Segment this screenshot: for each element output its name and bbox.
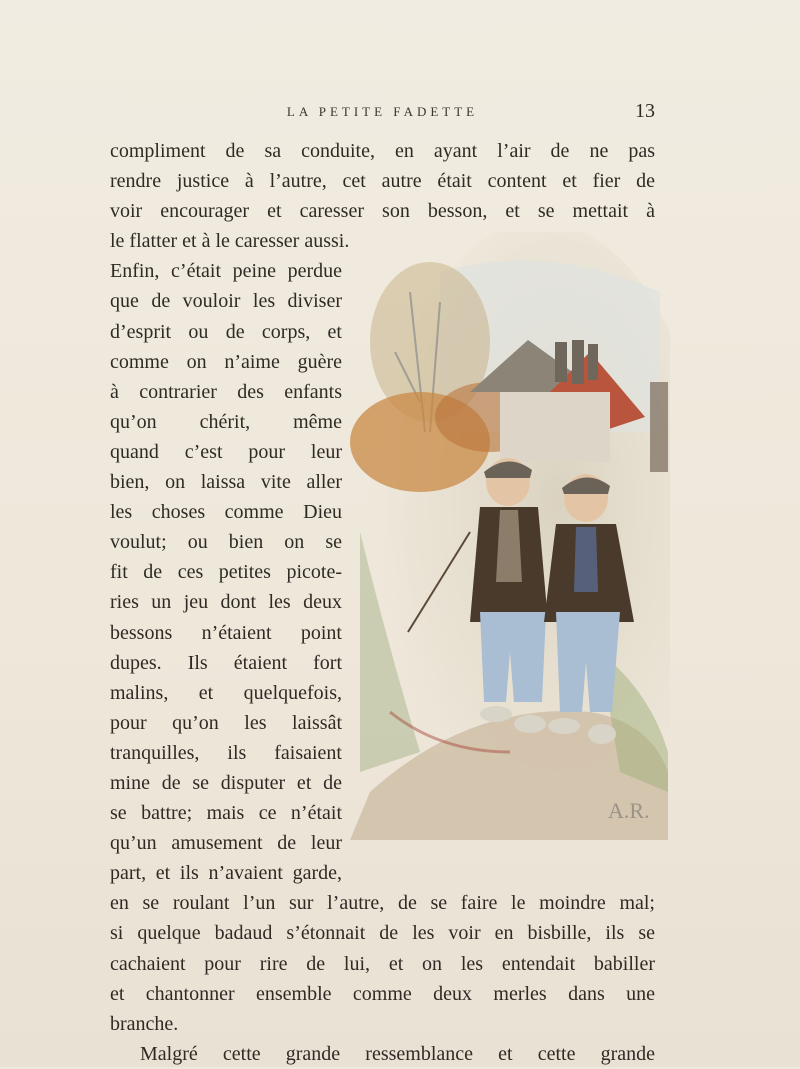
text-line: que de vouloir les diviser xyxy=(110,290,342,313)
body-text xyxy=(110,136,655,1069)
text-line: et chantonner ensemble comme deux merles dans une xyxy=(110,982,655,1005)
text-line: se battre; mais ce n’était xyxy=(110,802,342,825)
text-line: fit de ces petites picote- xyxy=(110,561,342,584)
text-line: Malgré cette grande ressemblance et cette grande xyxy=(140,1042,655,1065)
text-line: voulut; ou bien on se xyxy=(110,531,342,554)
text-line: tranquilles, ils faisaient xyxy=(110,741,342,764)
page-header xyxy=(110,100,655,130)
running-title: LA PETITE FADETTE xyxy=(286,104,479,119)
text-line: part, et ils n’avaient garde, xyxy=(110,862,342,885)
text-line: voir encourager et caresser son besson, et se mettait à xyxy=(110,200,655,223)
text-line: en se roulant l’un sur l’autre, de se faire le moindre mal; xyxy=(110,892,655,915)
text-line: compliment de sa conduite, en ayant l’air de ne pas xyxy=(110,140,655,162)
text-line: bien, on laissa vite aller xyxy=(110,471,342,494)
text-line: pour qu’on les laissât xyxy=(110,711,342,734)
page-number: 13 xyxy=(635,100,655,122)
text-line: qu’un amusement de leur xyxy=(110,832,342,855)
text-line: quand c’est pour leur xyxy=(110,440,342,463)
text-line: branche. xyxy=(110,1012,179,1035)
text-line: malins, et quelquefois, xyxy=(110,681,342,704)
text-line: mine de se disputer et de xyxy=(110,771,342,794)
text-line: qu’on chérit, même xyxy=(110,410,342,433)
text-line: si quelque badaud s’étonnait de les voir en bisbille, ils se xyxy=(110,922,655,945)
text-line: dupes. Ils étaient fort xyxy=(110,651,342,674)
text-line: le flatter et à le caresser aussi. xyxy=(110,230,350,253)
text-line: rendre justice à l’autre, cet autre était content et fier de xyxy=(110,170,655,193)
text-line: comme on n’aime guère xyxy=(110,350,342,373)
text-line: les choses comme Dieu xyxy=(110,501,342,524)
text-line: cachaient pour rire de lui, et on les entendait babiller xyxy=(110,952,655,975)
text-line: à contrarier des enfants xyxy=(110,380,342,403)
illustrator-signature: A.R. xyxy=(608,798,650,823)
text-line: bessons n’étaient point xyxy=(110,621,342,644)
text-line: ries un jeu dont les deux xyxy=(110,591,342,614)
text-line: Enfin, c’était peine perdue xyxy=(110,260,342,283)
text-line: d’esprit ou de corps, et xyxy=(110,320,342,343)
